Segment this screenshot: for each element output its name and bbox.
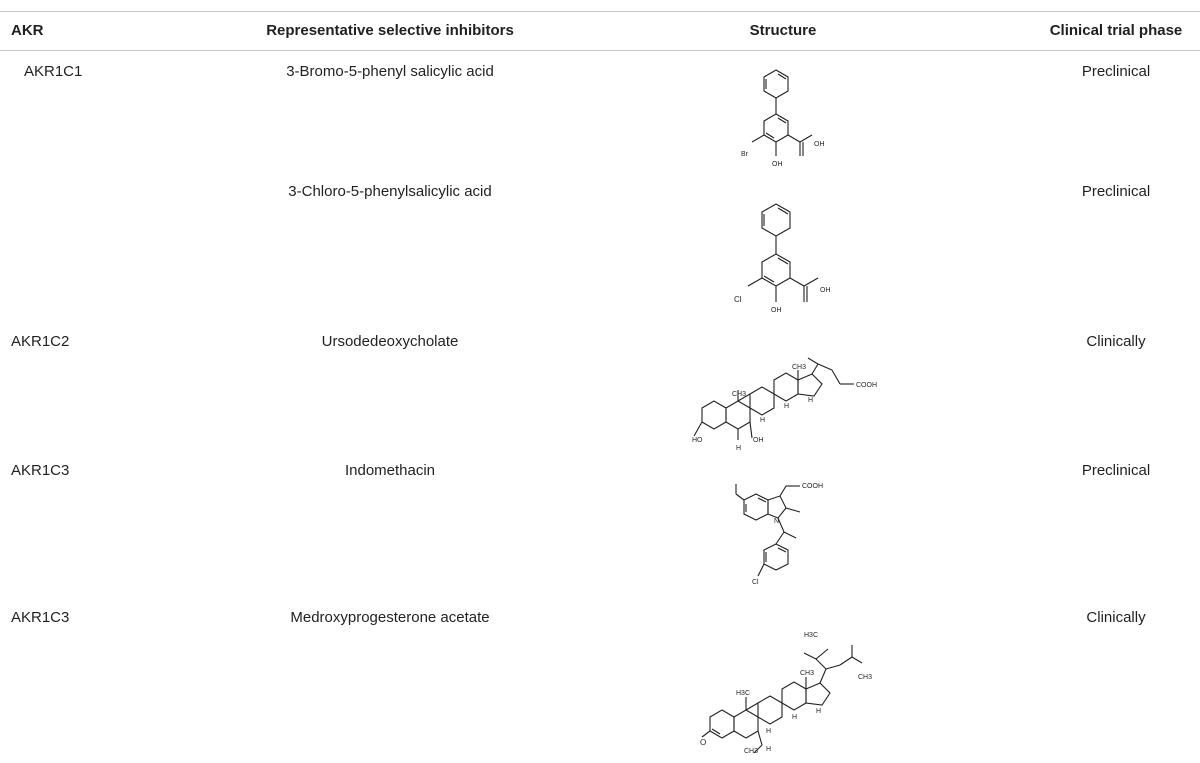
row-4-inhibitor: Indomethacin [344,462,436,479]
row-3-label-ho: HO [692,437,703,444]
row-5-phase: Clinically [1086,609,1146,626]
row-4-label-cooh: COOH [802,483,823,490]
row-5-label-ch3-b: CH3 [858,674,873,681]
row-5-akr: AKR1C3 [11,609,70,626]
row-3-label-h2: H [784,403,790,410]
row-1-inhibitor: 3-Bromo-5-phenyl salicylic acid [286,63,494,80]
row-3-inhibitor: Ursodedeoxycholate [321,333,459,350]
row-3-label-h3: H [808,397,814,404]
row-5-label-h1: H [766,728,772,735]
header-inhibitors: Representative selective inhibitors [266,22,514,39]
row-3-label-h1: H [760,417,766,424]
row-5-label-h4: H [766,746,772,753]
row-1-phase: Preclinical [1081,63,1151,80]
header-phase: Clinical trial phase [1049,22,1183,39]
row-3-phase: Clinically [1086,333,1146,350]
row-1-label-br: Br [741,151,748,158]
row-3-label-cooh: COOH [856,382,877,389]
row-5-label-o: O [700,738,707,747]
row-4-label-n: N [774,518,780,525]
header-akr: AKR [11,22,44,39]
row-1-structure-image [730,64,840,176]
row-2-inhibitor: 3-Chloro-5-phenylsalicylic acid [288,183,492,200]
row-3-akr: AKR1C2 [11,333,70,350]
row-2-label-oh-acid: OH [820,287,831,294]
row-5-label-h2: H [792,714,798,721]
row-3-label-ch3-a: CH3 [792,364,807,371]
row-1-label-oh-ring: OH [772,161,783,168]
row-4-label-cl: Cl [752,579,759,586]
row-3-label-ch3-b: CH3 [732,391,747,398]
row-4-akr: AKR1C3 [11,462,70,479]
row-2-phase: Preclinical [1081,183,1151,200]
row-5-label-h3: H [816,708,822,715]
row-2-label-oh-ring: OH [771,307,782,314]
row-2-label-cl: Cl [734,295,742,304]
row-5-structure-image [700,625,880,755]
row-5-inhibitor: Medroxyprogesterone acetate [290,609,490,626]
row-2-structure-image [730,200,840,328]
table-header-rule [0,50,1200,51]
row-3-structure-image [690,350,880,455]
row-4-structure-image [730,478,840,600]
row-5-label-h3c-a: H3C [736,690,751,697]
header-structure: Structure [749,22,817,39]
row-5-label-h3c-b: H3C [804,632,819,639]
row-3-label-oh: OH [753,437,764,444]
row-4-phase: Preclinical [1081,462,1151,479]
row-5-label-ch3-c: CH3 [744,748,759,755]
row-3-label-h4: H [736,445,742,452]
row-1-akr: AKR1C1 [24,63,83,80]
table-top-rule [0,11,1200,12]
row-1-label-oh-acid: OH [814,141,825,148]
row-5-label-ch3-a: CH3 [800,670,815,677]
